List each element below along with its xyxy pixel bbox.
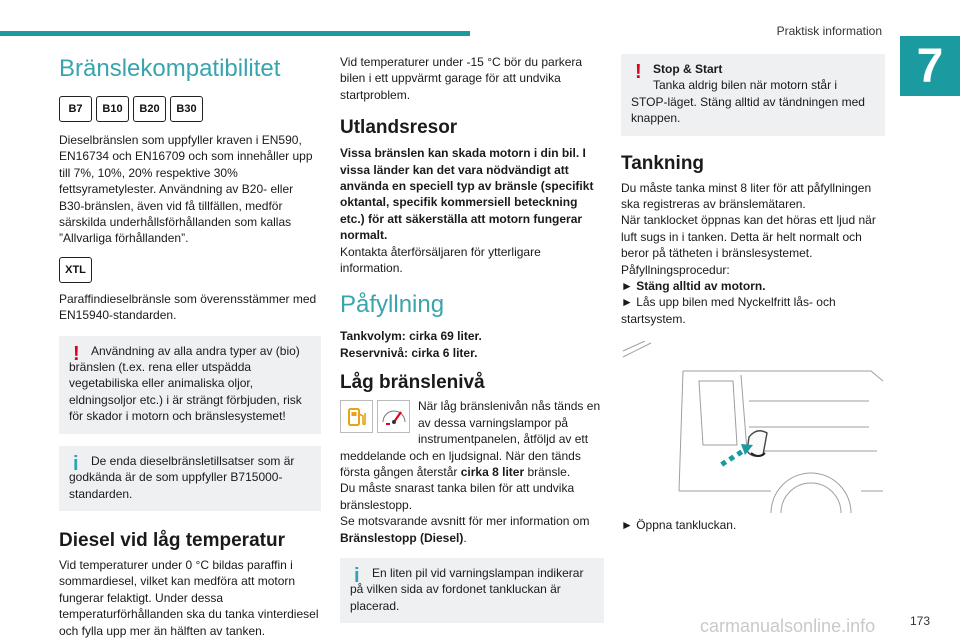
- tank-volume: Tankvolym: cirka 69 liter.: [340, 329, 482, 344]
- xtl-text: Paraffindieselbränsle som överensstämmer med EN15940-standarden.: [59, 291, 317, 323]
- fuel-badges: [59, 96, 321, 122]
- header-accent-line: [0, 31, 470, 36]
- info-note-arrow: [340, 558, 604, 623]
- refill-title: Påfyllning: [340, 291, 445, 319]
- column-1: [59, 54, 321, 639]
- fuel-badge-b20: B20: [133, 96, 166, 122]
- fuel-badge-b7: B7: [59, 96, 92, 122]
- info-icon: i: [354, 564, 360, 587]
- abroad-heading: Utlandsresor: [340, 117, 458, 139]
- low-level-heading: Låg bränslenivå: [340, 372, 485, 394]
- fuel-text: Dieselbränslen som uppfyller kraven i EN590, EN16734 och EN16709 och som innehåller upp till 7%, 10%, 20% respektive 30% fettsyrametylester. Användning av B20- eller B30-bränslen, även vid få tillfällen, medför särskilda underhållsförhållanden som kallas ”Allvarliga förhållanden”.: [59, 133, 313, 246]
- stop-start-text: Tanka aldrig bilen när motorn står i STOP-läget. Stäng alltid av tändningen med knappen.: [631, 78, 865, 126]
- chapter-badge: 7: [900, 36, 960, 96]
- info-note-arrow-text: En liten pil vid varningslampan indikerar på vilken sida av fordonet tankluckan är placerad.: [350, 565, 584, 613]
- column-3: [621, 54, 885, 534]
- procedure-step-3: ► Öppna tankluckan.: [621, 518, 737, 533]
- info-note-additives: [59, 446, 321, 511]
- info-note-text: De enda dieselbränsletillsatser som är godkända är de som uppfyller B715000-standarden.: [69, 453, 295, 501]
- reserve-volume: Reservnivå: cirka 6 liter.: [340, 345, 478, 360]
- fuel-pump-icon: [340, 400, 373, 433]
- low-level-text-part-1: När låg bränslenivån nås tänds en av dessa varningslampor på instrumentpanelen, åtföljd av ett meddelande och en ljudsignal. När den tänds första gången återstår: [340, 399, 601, 479]
- refuel-heading: Tankning: [621, 152, 705, 174]
- stop-start-warning: [621, 54, 885, 136]
- fuel-compatibility-title: Bränslekompatibilitet: [59, 55, 281, 82]
- exclamation-icon: !: [635, 61, 642, 83]
- low-level-text-part-2: bränsle.: [524, 464, 571, 479]
- procedure-label: Påfyllningsprocedur:: [621, 262, 730, 277]
- warning-note: [59, 336, 321, 434]
- exclamation-icon: !: [73, 342, 80, 365]
- fuel-badge-b10: B10: [96, 96, 129, 122]
- cold-text: Vid temperaturer under -15 °C bör du parkera bilen i ett uppvärmt garage för att undvika startproblem.: [340, 55, 583, 102]
- low-level-block: [340, 398, 604, 546]
- page-number: 173: [909, 614, 930, 628]
- warning-note-text: Användning av alla andra typer av (bio) bränslen (t.ex. rena eller utspädda vegetabiliska eller animaliska oljor, eldningsoljor etc.) i är strängt förbjuden, risk för skador i motorn och bränslesystemet!: [69, 343, 302, 424]
- header-section-title: Praktisk information: [776, 24, 882, 38]
- abroad-text: Kontakta återförsäljaren för ytterligare information.: [340, 244, 541, 276]
- low-temp-heading: Diesel vid låg temperatur: [59, 529, 285, 551]
- procedure-step-1: ► Stäng alltid av motorn.: [621, 279, 766, 294]
- info-icon: i: [73, 452, 79, 475]
- low-level-reference: [340, 513, 604, 546]
- low-level-advice: Du måste snarast tanka bilen för att undvika bränslestopp.: [340, 481, 575, 512]
- fuel-gauge-icon: [377, 400, 410, 433]
- abroad-bold-text: Vissa bränslen kan skada motorn i din bil. I vissa länder kan det vara nödvändigt att använda en speciell typ av bränsle (specifikt oktantal, specifik kommersiell beteckning etc.) för att säkerställa att motorn fungerar normalt.: [340, 146, 594, 243]
- low-level-reference-end: .: [463, 530, 467, 545]
- low-temp-text: Vid temperaturer under 0 °C bildas paraffin i sommardiesel, vilket kan medföra att motorn fungerar felaktigt. Under dessa temperaturförhållanden ska du tanka vinterdiesel och fylla upp mer än hälften av tanken.: [59, 557, 319, 638]
- low-level-amount: cirka 8 liter: [460, 464, 525, 479]
- refuel-text-1: Du måste tanka minst 8 liter för att påfyllningen ska registreras av bränslemätaren.: [621, 180, 872, 212]
- refuel-text-2: När tanklocket öppnas kan det höras ett ljud när luft sugs in i tanken. Detta är helt normalt och beror på tätheten i bränslesystemet.: [621, 213, 876, 261]
- fuel-flap-illustration: [621, 341, 885, 513]
- watermark: carmanualsonline.info: [700, 616, 876, 636]
- low-level-warning-icons: [340, 400, 410, 433]
- stop-start-title: Stop & Start: [653, 62, 723, 76]
- low-level-reference-text: Se motsvarande avsnitt för mer information om: [340, 514, 590, 529]
- fuel-stop-reference-link[interactable]: Bränslestopp (Diesel): [340, 530, 464, 545]
- procedure-step-2: ► Lås upp bilen med Nyckelfritt lås- och startsystem.: [621, 295, 836, 326]
- column-2: [340, 54, 604, 623]
- fuel-badge-b30: B30: [170, 96, 203, 122]
- fuel-badge-xtl: XTL: [59, 257, 92, 283]
